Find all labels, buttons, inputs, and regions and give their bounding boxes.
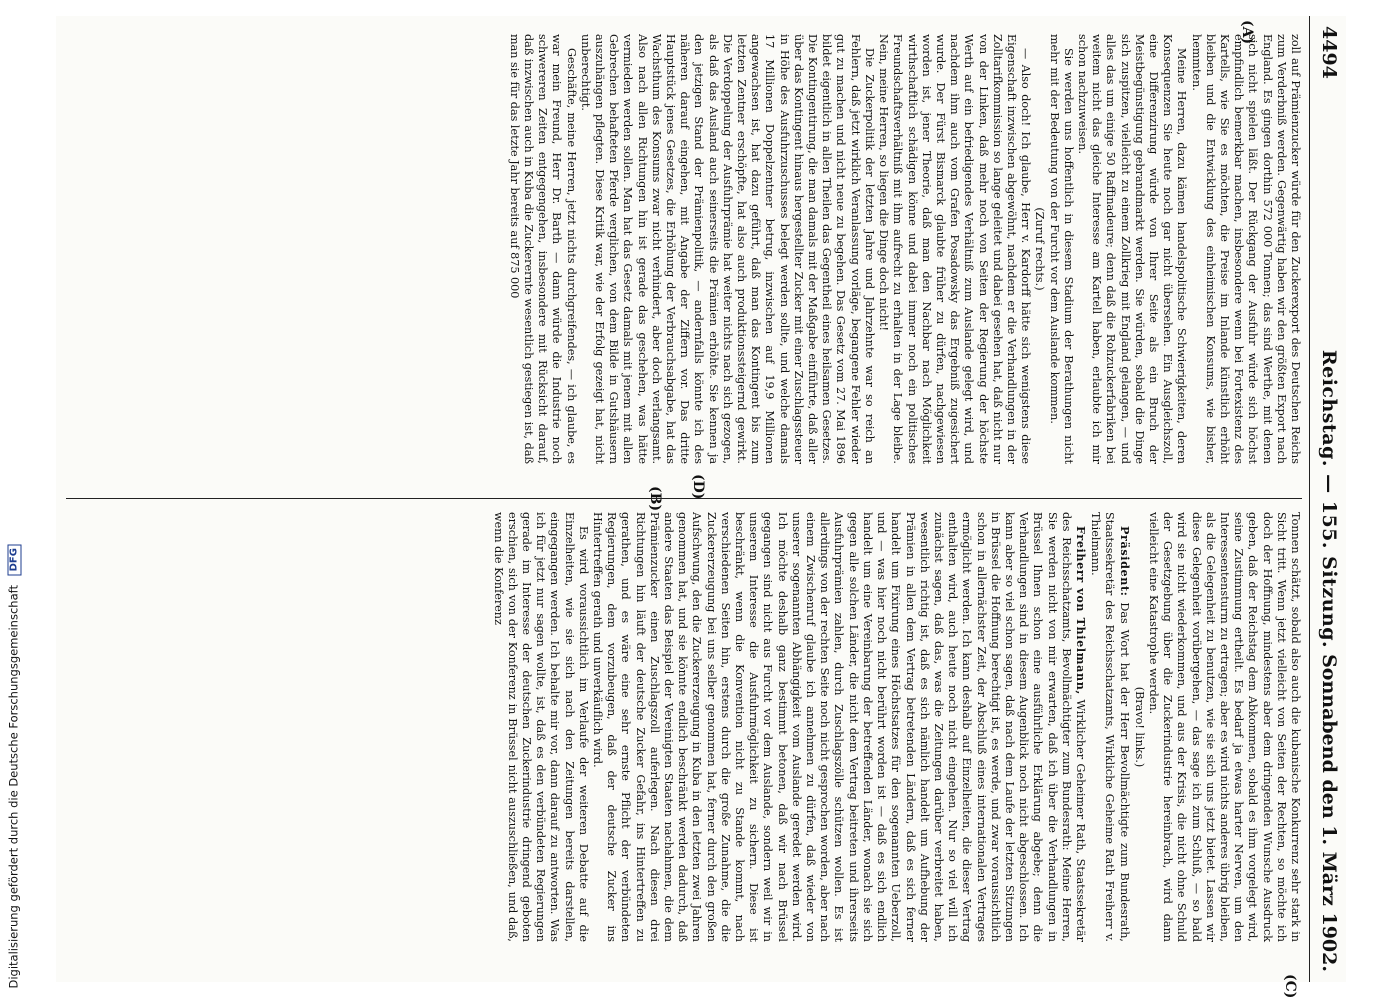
digitization-credit [7, 544, 22, 988]
right-paragraph-5: Es wird voraussichtlich im Verlaufe der weiteren Debatte auf die Einzelheiten, wie sie sich nach den Zeitungen bereits darstellen, eingegangen werden. Ich behalte mir vor, dann darauf zu antworten. Was ich für jetzt nur sagen wollte, ist, daß es den verbündeten Regierungen gerade im Interesse der deutschen Zuckerindustrie dringend geboten erschien, sich von der Konferenz in Brüssel nicht auszuschließen, und daß, wenn die Konferenz [491, 512, 590, 942]
left-interjection: (Zuruf rechts.) [1033, 207, 1047, 291]
running-head: Reichstag. — 155. Sitzung. [1318, 349, 1340, 649]
margin-letter-b: (B) [647, 486, 663, 512]
left-paragraph-1: zoll auf Prämienzucker würde für den Zuckerexport des Deutschen Reichs zum Verderbniß werden. Gegenwärtig haben wir den größten Export nach England. Es gingen dorthin 572 000 Tonnen; das sind Werthe, mit denen sich nicht spielen läßt. Der Rückgang der Ausfuhr würde sich höchst empfindlich bemerkbar machen, insbesondere wenn bei Fortexistenz des Kartells, wie Sie es möchten, die Preise im Inlande künstlich erhöht bleiben und die Entwicklung des einheimischen Konsums, wie bisher, hemmten. [1189, 34, 1302, 464]
speaker-thielmann: Freiherr von Thielmann, [1073, 526, 1088, 695]
left-paragraph-3: Sie werden uns hoffentlich in diesem Stadium der Berathungen nicht mehr mit der Bedeutung von der Furcht vor dem Auslande kommen. [1047, 34, 1075, 464]
page-number: 4494 [1318, 26, 1340, 79]
speaker-president: Präsident: [1117, 526, 1132, 597]
right-paragraph-1: Tonnen schätzt, sobald also auch die kubanische Konkurrenz sehr stark in Sicht tritt. Wenn jetzt vielleicht von Seiten der Rechten, so möchte ich doch der Hoffnung, mindestens aber dem dringenden Wunsche Ausdruck geben, daß der Reichstag dem Abkommen, sobald es ihm vorgelegt wird, seine Zustimmung ertheilt. Es bedarf ja etwas harter Nerven, um den Interessentensturm zu ertragen; aber es wird nichts anderes übrig bleiben, als die Gelegenheit zu benutzen, wie sie sich uns jetzt bietet. Lassen wir diese Gelegenheit vorübergehen, — das sage ich zum Schluß, — so bald wird sie nicht wiederkommen, und aus der Krisis, die nicht ohne Schuld der Gesetzgebung über die Zuckerindustrie hereinbrach, wird dann vielleicht eine Katastrophe werden. [1146, 512, 1302, 942]
credit-text: Digitalisierung gefördert durch die Deutsche Forschungsgemeinschaft [6, 584, 21, 988]
margin-letter-a: (A) [1239, 20, 1255, 45]
scanned-page [56, 16, 1346, 999]
page-header [1309, 16, 1346, 982]
margin-letter-c: (C) [1282, 974, 1298, 999]
dfg-logo-icon: DFG [7, 544, 21, 575]
column-divider [66, 498, 1302, 499]
thielmann-paragraph [590, 512, 1088, 942]
left-column [66, 20, 1302, 512]
scanned-page-frame [56, 16, 1346, 999]
session-date: Sonnabend den 1. März 1902. [1318, 654, 1340, 972]
margin-letter-d: (D) [690, 474, 706, 500]
president-paragraph [1088, 512, 1132, 942]
left-paragraph-5: — Also doch! Ich glaube, Herr v. Kardorff hätte sich wenigstens diese Eigenschaft inzwischen abgewöhnt, nachdem er die Verhandlungen in der Zolltarifkommission so lange geleitet und dabei gesehen hat, daß nicht nur von der Linken, daß mehr noch von Seiten der Regierung der höchste Werth auf ein befriedigendes Verhältniß zum Auslande gelegt wird, und nachdem ihm auch vom Grafen Posadowsky das Ergebniß zugesichert wurde. Der Fürst Bismarck glaubte früher zu dürfen, nachgewiesen worden ist, jener Theorie, daß man den Nachbar nach Möglichkeit wirthschaftlich schädigen könne und dabei immer noch ein politisches Freundschaftsverhältniß mit ihm aufrecht zu erhalten in der Lage bleibe. Nein, meine Herren, so liegen die Dinge doch nicht! [877, 34, 1033, 464]
thielmann-statement: Wirklicher Geheimer Rath, Staatssekretär des Reichsschatzamts, Bevollmächtigter zum Bundesrath: Meine Herren, Sie werden nicht von mir erwarten, daß ich über die Verhandlungen in Brüssel Ihnen schon eine ausführliche Erklärung abgebe; denn die Verhandlungen sind in diesem Augenblick noch nicht abgeschlossen. Ich kann aber so viel schon sagen, daß nach dem Laufe der letzten Sitzungen in Brüssel die Hoffnung berechtigt ist, es werde, und zwar voraussichtlich schon in allernächster Zeit, der Abschluß eines internationalen Vertrages ermöglicht werden. Ich kann deshalb auf Einzelheiten, die dieser Vertrag enthalten wird, auch heute noch nicht eingehen. Nur so viel will ich zunächst sagen, daß das, was die Zeitungen darüber verbreitet haben, wesentlich richtig ist, daß es sich nämlich handelt um Aufhebung der Prämien in allen dem Vertrag betretenden Ländern, daß es sich ferner handelt um Fixirung eines Höchstsatzes für den sogenannten Ueberzoll, und — was hier noch nicht berührt worden ist — daß es sich endlich handelt um eine Vereinbarung der betreffenden Länder, wonach sie sich gegen alle solchen Länder, die nicht dem Vertrag beitreten und ihrerseits Ausfuhrprämien zahlen, durch Zuschlagszölle schützen wollen. Es ist allerdings von der rechten Seite noch nicht gesprochen worden, aber nach einem Zwischenruf glaube ich annehmen zu dürfen, daß wieder von unserer sogenannten Abhängigkeit vom Auslande geredet werden wird. Ich möchte deshalb ganz bestimmt betonen, daß wir nach Brüssel gegangen sind nicht aus Furcht vor dem Auslande, sondern weil wir in unserem Interesse die Ausfuhrmöglichkeit zu sichern. Diese ist beschränkt, wenn die Konvention nicht zu Stande kommt, nach verschiedenen Seiten hin, erstens durch die große Zunahme, die die Zuckererzeugung bei uns selber genommen hat, ferner durch den großen Aufschwung, den die Zuckererzeugung in Kuba in den letzten zwei Jahren genommen hat, und sie könnte endlich beschränkt werden dadurch, daß andere Staaten das Beispiel der Vereinigten Staaten nachahmen, die dem Prämienzucker einen Zuschlagszoll auferlegen. Nach diesen drei Richtungen hin läuft der deutsche Zucker Gefahr, ins Hintertreffen zu gerathen, und es wäre eine sehr ernste Pflicht der verbündeten Regierungen, dem vorzubeugen, daß der deutsche Zucker ins Hintertreffen gerath und unverkäuflich wird. [591, 512, 1087, 943]
left-paragraph-6: Die Zuckerpolitik der letzten Jahre und Jahrzehnte war so reich an Fehlern, daß jetzt wirklich Veranlassung vorläge, begangene Fehler wieder gut zu machen und nicht neue zu begehen. Das Gesetz vom 27. Mai 1896 bildet eigentlich in allen Theilen das Gegentheil eines heilsamen Gesetzes. Die Kontingentirung, die man damals mit der Maßgabe einführte, daß aller über das Kontingent hinaus hergestellter Zucker mit einer Zuschlagssteuer in Höhe des Ausfuhrzuschusses belegt werden sollte, und welche damals 17 Millionen Doppelzentner betrug, inzwischen auf 19,9 Millionen angewachsen ist, hat dazu geführt, daß man das Kontingent bis zum letzten Zentner erschöpfte, hat also auch produktionssteigernd gewirkt. Die Verdoppelung der Ausfuhrprämie hat weiter nichts nach sich gezogen, als daß das Ausland auch seinerseits die Prämien erhöhte. Sie kennen ja den jetzigen Stand der Prämienpolitik, — andernfalls könnte ich des näheren darauf eingehen, mit Angabe der Ziffern vor. Das dritte Hauptstück jenes Gesetzes, die Erhöhung der Verbrauchsabgabe, hat das Wachsthum des Konsums zwar nicht verhindert, aber doch verlangsamt. Also nach allen Richtungen hin ist gerade das geschehen, was hätte vermieden werden sollen. Man hat das Gesetz damals mit jenem mit allen Gebrechen behafteten Pferde verglichen, von dem Bilde in Gutshäusern auszuhängen pflegten. Diese Kritik war, wie der Erfolg gezeigt hat, nicht unberechtigt. [578, 34, 876, 464]
side-credit [3, 0, 23, 990]
president-statement: Das Wort hat der Herr Bevollmächtigte zum Bundesrath, Staatssekretär des Reichsschatzamts, Wirkliche Geheime Rath Freiherr v. Thielmann. [1089, 512, 1131, 942]
left-paragraph-7: Geschäfte, meine Herren, jetzt nichts durchgreifendes, — ich glaube, es war mein Freund, Herr Dr. Barth — dann würde die Industrie noch schwereren Zeiten entgegengehen, insbesondere mit Rücksicht darauf, daß inzwischen auch in Kuba die Zuckerernte wesentlich gestiegen ist, daß man sie für das letzte Jahr bereits auf 875 000 [507, 34, 578, 464]
right-interjection: (Bravo! links.) [1132, 686, 1146, 768]
right-column [66, 512, 1302, 942]
left-paragraph-2: Meine Herren, dazu kämen handelspolitische Schwierigkeiten, deren Konsequenzen Sie heute noch gar nicht übersehen. Ein Ausgleichszoll, eine Differenzirung würde von Ihrer Seite als ein Bruch der Meistbegünstigung gebrandmarkt werden. Sie würden, sobald die Dinge sich zuspitzen, vielleicht zu einem Zollkrieg mit England gelangen, — und alles das um einige 50 Raffinadeure; denn daß die Rohzuckerfabriken bei weitem nicht das gleiche Interesse am Kartell haben, erlaubte ich mir schon nachzuweisen. [1075, 34, 1189, 464]
